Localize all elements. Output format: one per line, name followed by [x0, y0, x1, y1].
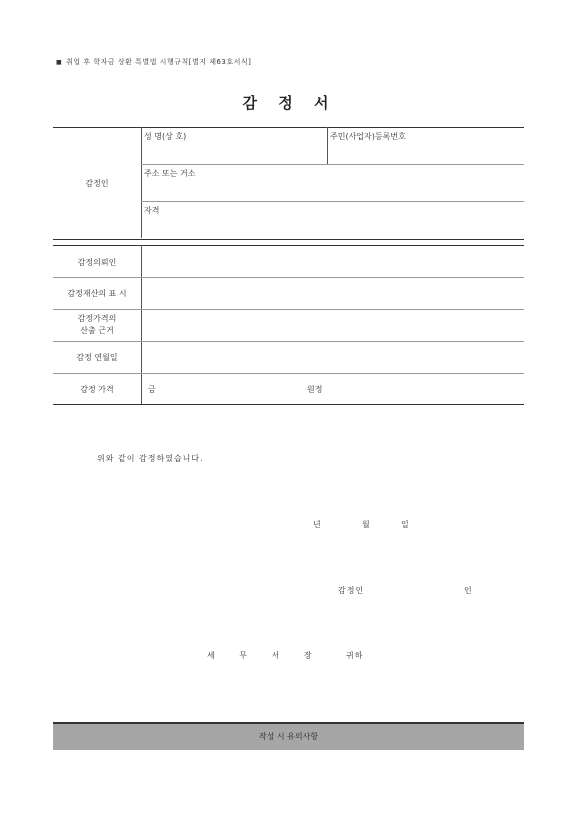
appraised-price-label: 감정 가격 — [80, 385, 114, 394]
writing-notes-bar — [53, 722, 524, 750]
price-basis-field[interactable] — [144, 312, 519, 338]
appraisal-date-label: 감정 연월일 — [76, 353, 118, 362]
address-field[interactable]: 주소 또는 거소 — [144, 169, 196, 178]
price-basis-label — [53, 313, 141, 337]
price-basis-label-line1: 감정가격의 — [77, 314, 117, 323]
row-divider — [53, 373, 524, 374]
requester-field[interactable] — [144, 248, 519, 274]
bottom-border — [53, 404, 524, 405]
appraisal-date-field[interactable] — [144, 344, 519, 370]
name-id-divider — [327, 127, 328, 164]
tax-office-addressee: 세 무 서 장 — [207, 651, 313, 660]
square-bullet-icon: ■ — [56, 59, 63, 66]
row-divider — [53, 341, 524, 342]
top-border — [53, 127, 524, 128]
appraised-price-field[interactable] — [163, 377, 303, 401]
appraiser-label: 감정인 — [85, 179, 109, 188]
row-divider — [141, 164, 524, 165]
signature-label: 감정인 — [338, 586, 365, 595]
property-label: 감정재산의 표 시 — [67, 289, 127, 298]
writing-notes-title: 작성 시 유의사항 — [258, 732, 319, 741]
section-separator — [53, 245, 524, 246]
price-basis-label-line2: 산출 근거 — [80, 326, 114, 335]
row-divider — [141, 201, 524, 202]
addressee-honorific: 귀하 — [346, 651, 364, 660]
price-suffix: 원정 — [307, 385, 323, 394]
form-reference-text: 취업 후 학자금 상환 특별법 시행규칙[별지 제63호서식] — [66, 58, 252, 66]
label-divider — [141, 127, 142, 238]
date-day: 일 — [401, 520, 410, 529]
requester-label: 감정의뢰인 — [77, 258, 117, 267]
date-month: 월 — [362, 520, 371, 529]
row-divider — [53, 309, 524, 310]
name-field[interactable]: 성 명(상 호) — [144, 132, 187, 141]
label-divider — [141, 245, 142, 405]
price-prefix: 금 — [148, 385, 156, 394]
section-separator — [53, 239, 524, 240]
appraisal-form — [53, 127, 524, 405]
row-divider — [53, 277, 524, 278]
document-title: 감 정 서 — [242, 94, 337, 112]
qualification-field[interactable]: 자격 — [144, 206, 160, 215]
seal-mark: 인 — [464, 586, 473, 595]
appraisal-statement: 위와 같이 감정하였습니다. — [97, 454, 204, 463]
form-reference-note — [56, 57, 251, 67]
property-field[interactable] — [144, 280, 519, 306]
registration-number-field[interactable]: 주민(사업자)등록번호 — [330, 132, 406, 141]
date-year: 년 — [313, 520, 322, 529]
